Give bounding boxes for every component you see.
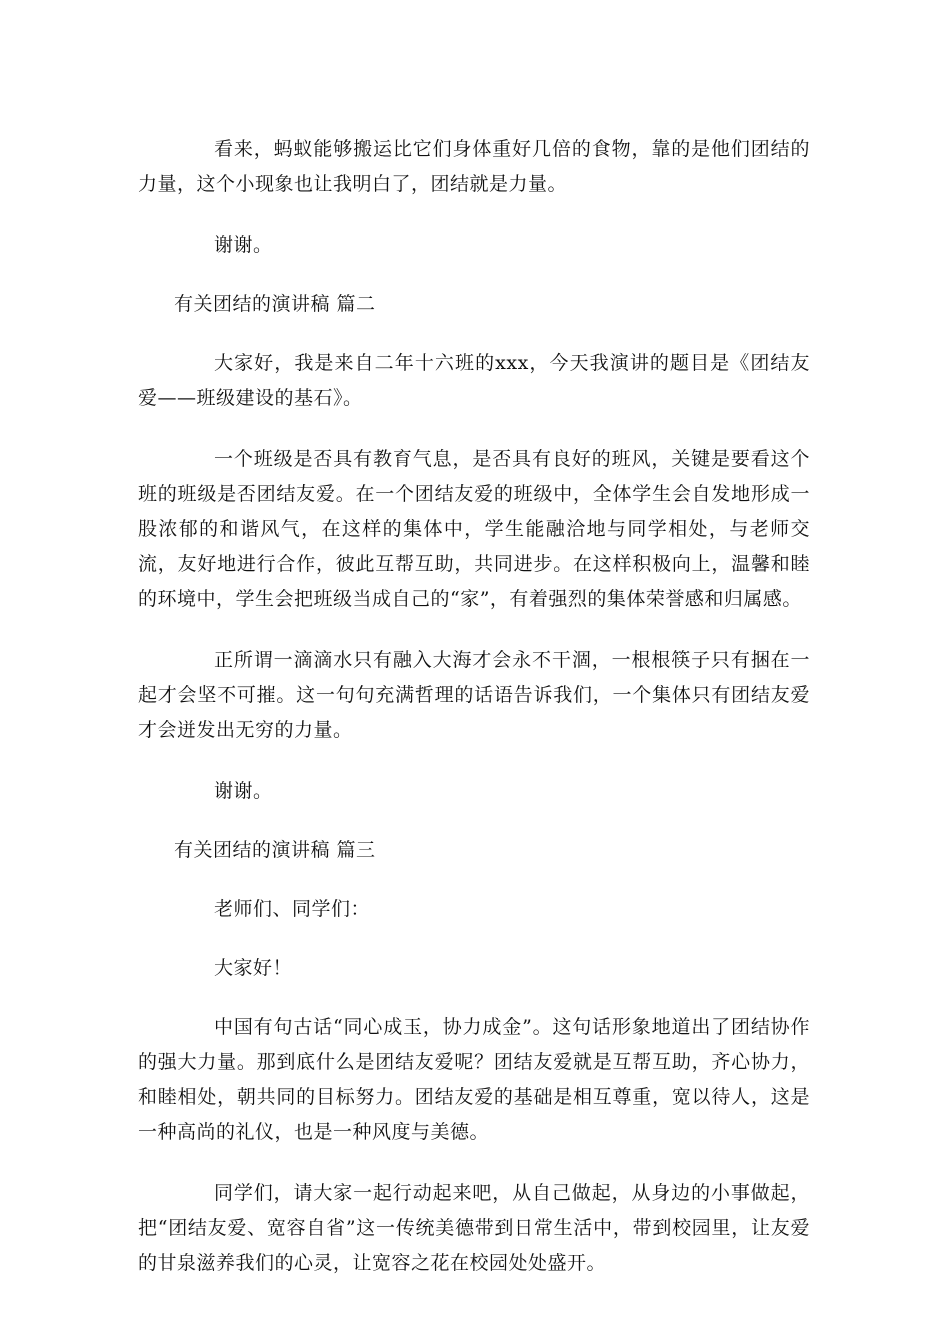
paragraph-salutation: 老师们、同学们： <box>214 898 371 920</box>
paragraph-water-chopsticks: 正所谓一滴滴水只有融入大海才会永不干涸，一根根筷子只有捆在一起才会坚不可摧。这一句句充满哲理的话语告诉我们，一个集体只有团结友爱才会迸发出无穷的力量。 <box>138 649 810 741</box>
paragraph-class-spirit: 一个班级是否具有教育气息，是否具有良好的班风，关键是要看这个班的班级是否团结友爱。在一个团结友爱的班级中，全体学生会自发地形成一股浓郁的和谐风气，在这样的集体中，学生能融洽地与同学相处，与老师交流，友好地进行合作，彼此互帮互助，共同进步。在这样积极向上，温馨和睦的环境中，学生会把班级当成自己的“家”，有着强烈的集体荣誉感和归属感。 <box>138 448 810 610</box>
paragraph-thanks-2: 谢谢。 <box>214 780 273 802</box>
paragraph-greeting: 大家好！ <box>214 957 293 979</box>
section-heading-2: 有关团结的演讲稿 篇二 <box>174 293 376 315</box>
paragraph-proverb: 中国有句古话“同心成玉，协力成金”。这句话形象地道出了团结协作的强大力量。那到底什么是团结友爱呢？团结友爱就是互帮互助，齐心协力，和睦相处，朝共同的目标努力。团结友爱的基础是相互尊重，宽以待人，这是一种高尚的礼仪，也是一种风度与美德。 <box>138 1016 810 1143</box>
document-body <box>138 132 810 1281</box>
section-heading-3: 有关团结的演讲稿 篇三 <box>174 839 376 861</box>
paragraph-ants: 看来，蚂蚁能够搬运比它们身体重好几倍的食物，靠的是他们团结的力量，这个小现象也让我明白了，团结就是力量。 <box>138 138 810 195</box>
paragraph-call-to-action: 同学们，请大家一起行动起来吧，从自己做起，从身边的小事做起，把“团结友爱、宽容自省”这一传统美德带到日常生活中，带到校园里，让友爱的甘泉滋养我们的心灵，让宽容之花在校园处处盛开。 <box>138 1182 810 1274</box>
paragraph-thanks-1: 谢谢。 <box>214 234 273 256</box>
paragraph-intro-2: 大家好，我是来自二年十六班的xxx，今天我演讲的题目是《团结友爱——班级建设的基石》。 <box>138 352 810 409</box>
